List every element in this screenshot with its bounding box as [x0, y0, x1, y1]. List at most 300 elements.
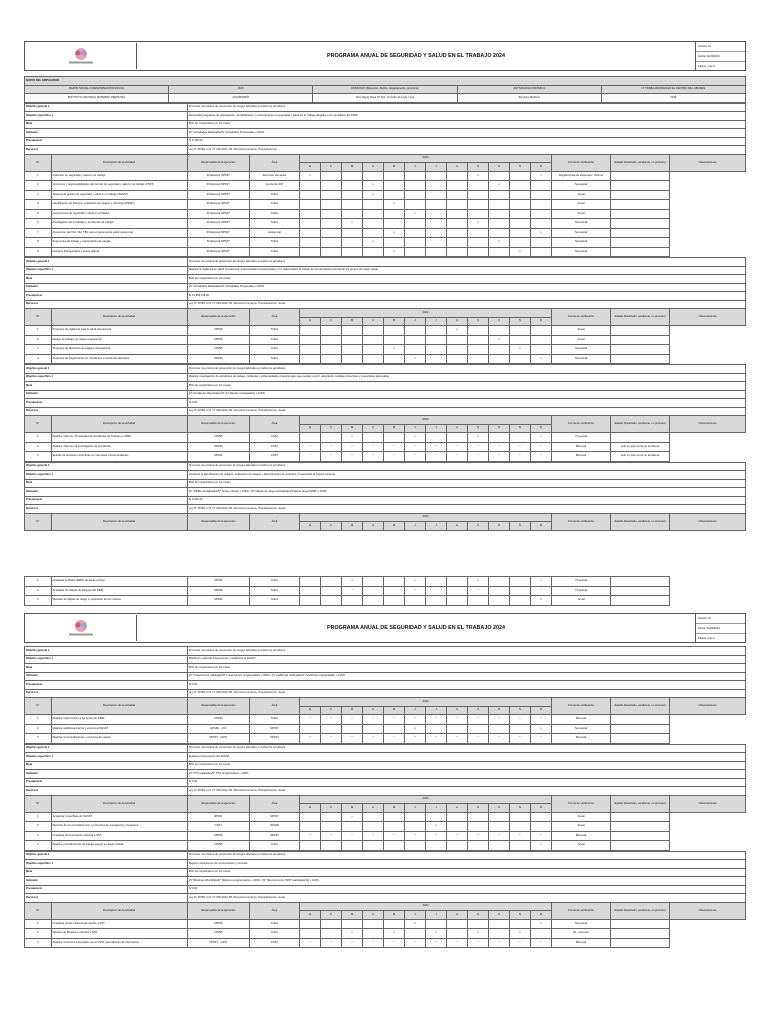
resources-value: Ley N° 29783, D.S. N° 005-2012-TR, Recursos humanos, Procedimientos, Guías [187, 407, 745, 416]
activity-cell [405, 190, 426, 200]
activity-cell: * [488, 715, 509, 725]
col-month: N [509, 911, 530, 920]
meta-date: Fecha: 01/02/2024 [696, 52, 745, 62]
activity-cell: Realizar recomendaciones y acciones de mejora [51, 734, 187, 744]
col-responsible: Responsable de la ejecución [187, 513, 249, 530]
col-area: Área [249, 902, 299, 919]
activity-cell [321, 219, 342, 229]
activity-cell [321, 724, 342, 734]
activity-cell [488, 724, 509, 734]
activity-cell [488, 919, 509, 929]
col-observations: Observaciones [670, 154, 746, 171]
activity-cell: Todos [249, 326, 299, 336]
activity-cell: Anual [551, 335, 610, 345]
activity-cell [509, 433, 530, 443]
activity-cell [488, 433, 509, 443]
employer-value-cell: Jirón Santa Rosa Nº 941, Cercado de Lima, Lima [313, 94, 457, 103]
activity-cell [405, 596, 426, 606]
col-month: J [426, 317, 447, 326]
activity-cell: Comité de SST [249, 181, 299, 191]
activity-cell: x [531, 596, 552, 606]
activity-cell: x [384, 247, 405, 257]
resources-label: Recursos [25, 407, 188, 416]
activity-cell [611, 724, 670, 734]
activity-cell [447, 586, 468, 596]
indicator-value: (N° Actividades Realizadas/N° Actividades Propuestas) x 100% [187, 129, 745, 138]
col-observations: Observaciones [670, 795, 746, 812]
activity-row [25, 171, 746, 181]
col-month: A [447, 706, 468, 715]
activity-cell [321, 171, 342, 181]
activity-cell: * [363, 442, 384, 452]
col-month: J [405, 424, 426, 433]
activity-cell: x [363, 181, 384, 191]
activity-cell [611, 822, 670, 832]
activity-cell [300, 335, 321, 345]
col-month: A [447, 163, 468, 172]
activity-cell: Todos [249, 929, 299, 939]
activity-row [25, 190, 746, 200]
activity-cell: Anual [551, 822, 610, 832]
activity-cell: * [447, 442, 468, 452]
resources-value: Ley N° 29783, D.S. N° 005-2012-TR, Recursos humanos, Procedimientos [187, 146, 745, 155]
activity-cell: Revisión de Mapas de riesgo e inspección de los mismos [51, 596, 187, 606]
activity-cell [363, 433, 384, 443]
activity-cell [611, 831, 670, 841]
activity-cell: * [468, 586, 489, 596]
col-month: D [530, 317, 551, 326]
activity-cell: Sistema de gestión de seguridad y salud en el trabajo (SGSST) [51, 190, 187, 200]
col-month: A [447, 317, 468, 326]
activity-cell: Todos [249, 200, 299, 210]
activity-cell [611, 812, 670, 822]
activity-cell [426, 841, 447, 851]
activity-cell: x [530, 841, 551, 851]
activity-cell: UPSSF [187, 929, 249, 939]
activity-cell [509, 335, 530, 345]
activity-cell [426, 190, 447, 200]
resources-value: Ley N° 29783, D.S. N° 005-2012-TR, Recursos humanos, Procedimientos, Guías [187, 787, 745, 796]
activity-cell: * [509, 715, 530, 725]
activity-cell: x [405, 577, 426, 587]
activity-cell: x [467, 433, 488, 443]
col-month: A [447, 804, 468, 813]
activity-cell: Todos [249, 219, 299, 229]
activity-cell [611, 228, 670, 238]
goal-value: 80% de cumplimiento en 12 meses [187, 761, 745, 770]
activity-cell: 8 [25, 238, 52, 248]
activity-cell: x [363, 238, 384, 248]
activity-cell [467, 238, 488, 248]
activity-cell [363, 724, 384, 734]
activity-cell: * [488, 734, 509, 744]
activity-cell [384, 919, 405, 929]
indicator-value: (N° Actividades Realizadas/N° Actividades Propuestas) x 100% [187, 283, 745, 292]
logo-icon [64, 618, 98, 638]
goal-value: 80% de cumplimiento en 12 meses [187, 868, 745, 877]
objective-block [24, 462, 746, 531]
objective-general-value: Promover una cultura de prevención de riesgos laborales en todos los servidores [187, 851, 745, 860]
resources-label: Recursos [25, 894, 188, 903]
activity-cell [447, 200, 468, 210]
col-year: 2024 [300, 902, 552, 911]
budget-label: Presupuesto [25, 137, 188, 146]
activity-cell [384, 219, 405, 229]
logo-icon [64, 46, 98, 66]
objective-general-label: Objetivo general 1 [25, 647, 188, 656]
activity-row [25, 219, 746, 229]
activity-cell [510, 596, 531, 606]
activity-cell: * [342, 442, 363, 452]
col-month: S [467, 706, 488, 715]
activity-cell [447, 181, 468, 191]
activity-cell: UPSSF [187, 596, 249, 606]
activity-cell: * [405, 586, 426, 596]
activity-cell [363, 200, 384, 210]
col-month: N [509, 522, 530, 531]
activity-cell: * [300, 734, 321, 744]
activity-cell: Profesional SPSST [187, 209, 249, 219]
activity-cell [384, 209, 405, 219]
activity-cell: * [467, 452, 488, 462]
activity-cell: * [467, 442, 488, 452]
col-month: O [488, 804, 509, 813]
col-month: O [488, 706, 509, 715]
activity-cell [467, 822, 488, 832]
col-month: M [384, 317, 405, 326]
indicator-value: (N° Accidentes Reportados/N° Accidentes investigados) x 100% [187, 390, 745, 399]
document-title: PROGRAMA ANUAL DE SEGURIDAD Y SALUD EN EL TRABAJO 2024 [326, 53, 506, 59]
activity-cell: Trimestral [551, 433, 610, 443]
activity-cell [300, 433, 321, 443]
activity-row [25, 442, 746, 452]
col-responsible: Responsable de la ejecución [187, 902, 249, 919]
col-year: 2024 [300, 154, 552, 163]
activity-cell [300, 724, 321, 734]
activity-cell [509, 238, 530, 248]
activity-cell: x [468, 577, 489, 587]
activity-cell [363, 577, 384, 587]
activity-cell [509, 841, 530, 851]
activity-cell: * [405, 452, 426, 462]
col-month: A [363, 804, 384, 813]
activity-cell: CSST [249, 442, 299, 452]
meta-version: Versión: 01 [696, 614, 745, 624]
employer-header-cell: ACTIVIDAD ECONÓMICA [457, 85, 601, 94]
activity-cell: Todos [249, 586, 299, 596]
activity-cell: Actualizar portal institucional referido a SST [51, 919, 187, 929]
col-month: F [321, 911, 342, 920]
col-description: Descripción de la actividad [51, 902, 187, 919]
activity-cell [300, 586, 321, 596]
activity-cell: Profesional SPSST [187, 247, 249, 257]
budget-label: Presupuesto [25, 885, 188, 894]
col-verification: Forma de verificación [551, 698, 610, 715]
activity-row [25, 181, 746, 191]
col-month: F [321, 317, 342, 326]
goal-value: 80% de cumplimiento en 12 meses [187, 479, 745, 488]
activity-cell: Anual [552, 596, 611, 606]
col-month: E [300, 317, 321, 326]
activity-cell [321, 919, 342, 929]
activity-cell [530, 326, 551, 336]
activity-cell: Anual [551, 812, 610, 822]
objective-general-value: Promover una cultura de prevención de riesgos laborales en todos los servidores [187, 462, 745, 471]
activity-cell [300, 919, 321, 929]
activity-cell [467, 345, 488, 355]
col-month: D [530, 163, 551, 172]
activity-cell: Todos [249, 345, 299, 355]
activity-cell: Realizar reuniones mensuales con el CSST para difusión de información [51, 938, 187, 948]
goal-label: Meta [25, 382, 188, 391]
objective-general-value: Promover una cultura de prevención de riesgos laborales en todos los servidores [187, 647, 745, 656]
activity-cell: Semestral [551, 247, 610, 257]
institution-logo [26, 43, 137, 69]
activity-cell [426, 219, 447, 229]
activity-cell [405, 335, 426, 345]
col-month: A [363, 522, 384, 531]
activity-cell [611, 190, 670, 200]
activity-cell: * [530, 452, 551, 462]
col-month: N [509, 424, 530, 433]
activity-cell [300, 200, 321, 210]
activity-cell [611, 929, 670, 939]
col-month: S [467, 522, 488, 531]
activity-cell [363, 247, 384, 257]
activity-cell [510, 577, 531, 587]
activity-cell: x [405, 919, 426, 929]
col-status: Estado (Realizado, pendiente, en proceso) [611, 416, 670, 433]
col-month: J [426, 706, 447, 715]
activity-cell [447, 822, 468, 832]
activity-cell: 2 [25, 181, 52, 191]
activity-cell [384, 238, 405, 248]
objective-general-label: Objetivo general 1 [25, 103, 188, 112]
employer-value-cell: Servicios Médicos [457, 94, 601, 103]
budget-label: Presupuesto [25, 399, 188, 408]
activity-cell [300, 326, 321, 336]
activity-cell [426, 345, 447, 355]
col-month: O [488, 424, 509, 433]
activity-cell [405, 238, 426, 248]
activity-cell: UPSSF [187, 452, 249, 462]
activity-cell [488, 171, 509, 181]
activity-cell [426, 326, 447, 336]
activity-row [25, 734, 746, 744]
activity-cell: 4 [25, 841, 52, 851]
col-month: J [405, 163, 426, 172]
activity-cell [300, 181, 321, 191]
activity-cell [611, 326, 670, 336]
activity-cell [342, 238, 363, 248]
activity-cell: Programa de Seguimiento por Accidentes e incidentes laborales [51, 354, 187, 364]
activity-cell [384, 841, 405, 851]
activity-cell [509, 919, 530, 929]
activity-cell: x [384, 929, 405, 939]
activity-cell: Trimestral [552, 577, 611, 587]
activity-cell [405, 345, 426, 355]
activity-cell: SPSST [249, 831, 299, 841]
activity-cell [342, 200, 363, 210]
activity-cell [488, 209, 509, 219]
activity-cell: 9 [25, 247, 52, 257]
budget-value: S/ 19,859,118.00 [187, 292, 745, 301]
activity-row [25, 326, 746, 336]
activity-cell [467, 841, 488, 851]
col-month: N [509, 163, 530, 172]
activity-cell: UPSSF - OCI [187, 724, 249, 734]
activity-cell: x [509, 345, 530, 355]
col-month: J [426, 911, 447, 920]
activity-cell: * [447, 715, 468, 725]
col-month: J [405, 317, 426, 326]
budget-label: Presupuesto [25, 496, 188, 505]
col-year: 2024 [300, 698, 552, 707]
activity-cell: Realizar auditorías interna y externa al SGSST [51, 724, 187, 734]
activity-cell [405, 181, 426, 191]
activity-cell: x [300, 171, 321, 181]
activity-cell [530, 345, 551, 355]
activity-cell: CSST [249, 452, 299, 462]
objective-general-label: Objetivo general 1 [25, 258, 188, 267]
activity-cell: 2 [25, 822, 52, 832]
activity-cell [467, 228, 488, 238]
activity-cell [468, 596, 489, 606]
activity-cell: * [321, 831, 342, 841]
activity-cell: x [342, 577, 363, 587]
col-observations: Observaciones [670, 698, 746, 715]
activity-cell [611, 577, 670, 587]
activity-row [25, 228, 746, 238]
col-month: A [363, 317, 384, 326]
activity-row [25, 919, 746, 929]
col-month: F [321, 804, 342, 813]
activity-cell [530, 238, 551, 248]
col-status: Estado (Realizado, pendiente, en proceso) [611, 795, 670, 812]
col-month: S [467, 317, 488, 326]
activity-cell: * [321, 734, 342, 744]
activity-cell [405, 822, 426, 832]
activity-cell: Programa de Monitoreo de Higiene Ocupacional [51, 345, 187, 355]
activity-cell [426, 586, 447, 596]
activity-cell: 4 [25, 200, 52, 210]
activity-cell [467, 335, 488, 345]
col-month: J [405, 522, 426, 531]
activity-cell: UPSSF [187, 335, 249, 345]
activity-cell [447, 228, 468, 238]
activity-cell [447, 238, 468, 248]
col-month: D [530, 804, 551, 813]
activity-cell [509, 326, 530, 336]
goal-label: Meta [25, 761, 188, 770]
employer-header-cell: RAZÓN SOCIAL O DENOMINACIÓN SOCIAL [25, 85, 169, 94]
activity-cell: * [530, 734, 551, 744]
col-month: M [384, 911, 405, 920]
activity-cell [342, 841, 363, 851]
budget-value: S/ 5,100.00 [187, 137, 745, 146]
activity-cell: Mensual [551, 715, 610, 725]
activity-cell: 3 [25, 831, 52, 841]
col-number: Nº [25, 309, 52, 326]
activity-cell: * [405, 715, 426, 725]
activity-cell: Recursos Humanos [249, 171, 299, 181]
activity-cell [467, 200, 488, 210]
employer-value-cell: 2026 [601, 94, 745, 103]
activity-cell: * [300, 938, 321, 948]
activity-cell: * [405, 734, 426, 744]
activity-cell: CSST [249, 938, 299, 948]
activity-cell [509, 200, 530, 210]
activity-cell [611, 238, 670, 248]
activity-row [25, 841, 746, 851]
activity-cell [509, 228, 530, 238]
activity-cell [363, 929, 384, 939]
budget-label: Presupuesto [25, 778, 188, 787]
activity-cell [300, 238, 321, 248]
activity-cell: Todos [249, 715, 299, 725]
indicator-value: (N° PTS realizados/N° PTS programados) x 100% [187, 770, 745, 779]
activity-cell: Funciones y responsabilidades del Comité de seguridad y salud en el trabajo (CSST) [51, 181, 187, 191]
activity-cell [321, 335, 342, 345]
activity-cell [509, 219, 530, 229]
activity-cell: * [363, 715, 384, 725]
activity-cell: * [405, 831, 426, 841]
col-month: A [447, 522, 468, 531]
goal-label: Meta [25, 479, 188, 488]
employer-value-cell: 20143633526 [169, 94, 313, 103]
activity-cell [426, 596, 447, 606]
activity-cell: * [426, 452, 447, 462]
activity-row [25, 929, 746, 939]
activity-cell: Mensual [551, 452, 610, 462]
activity-cell: * [321, 715, 342, 725]
activity-cell [300, 228, 321, 238]
col-month: A [363, 706, 384, 715]
activity-cell [426, 433, 447, 443]
activity-cell: * [342, 831, 363, 841]
goal-value: 80% de cumplimiento en 12 meses [187, 664, 745, 673]
activity-cell: Trimestral [552, 586, 611, 596]
activity-cell [467, 247, 488, 257]
col-month: M [384, 706, 405, 715]
activity-cell [509, 724, 530, 734]
col-month: J [405, 804, 426, 813]
activity-cell: * [342, 938, 363, 948]
activity-cell [611, 247, 670, 257]
activity-cell: Factores Psicosociales y estrés laboral [51, 247, 187, 257]
col-area: Área [249, 309, 299, 326]
col-month: D [530, 706, 551, 715]
activity-cell [405, 219, 426, 229]
activity-cell: * [426, 715, 447, 725]
activity-cell [426, 724, 447, 734]
col-month: M [384, 804, 405, 813]
activity-cell [342, 596, 363, 606]
document-meta-2 [695, 614, 745, 642]
activity-cell: x [405, 354, 426, 364]
activity-cell: UPSSF [187, 831, 249, 841]
activity-cell [426, 354, 447, 364]
col-verification: Forma de verificación [551, 902, 610, 919]
activity-cell: * [384, 831, 405, 841]
activity-cell [530, 219, 551, 229]
activity-cell: * [384, 715, 405, 725]
goal-value: 80% de cumplimiento en 12 meses [187, 382, 745, 391]
activity-cell [611, 596, 670, 606]
activity-cell: UPSSF [187, 577, 249, 587]
activity-cell [384, 724, 405, 734]
activity-cell [321, 596, 342, 606]
